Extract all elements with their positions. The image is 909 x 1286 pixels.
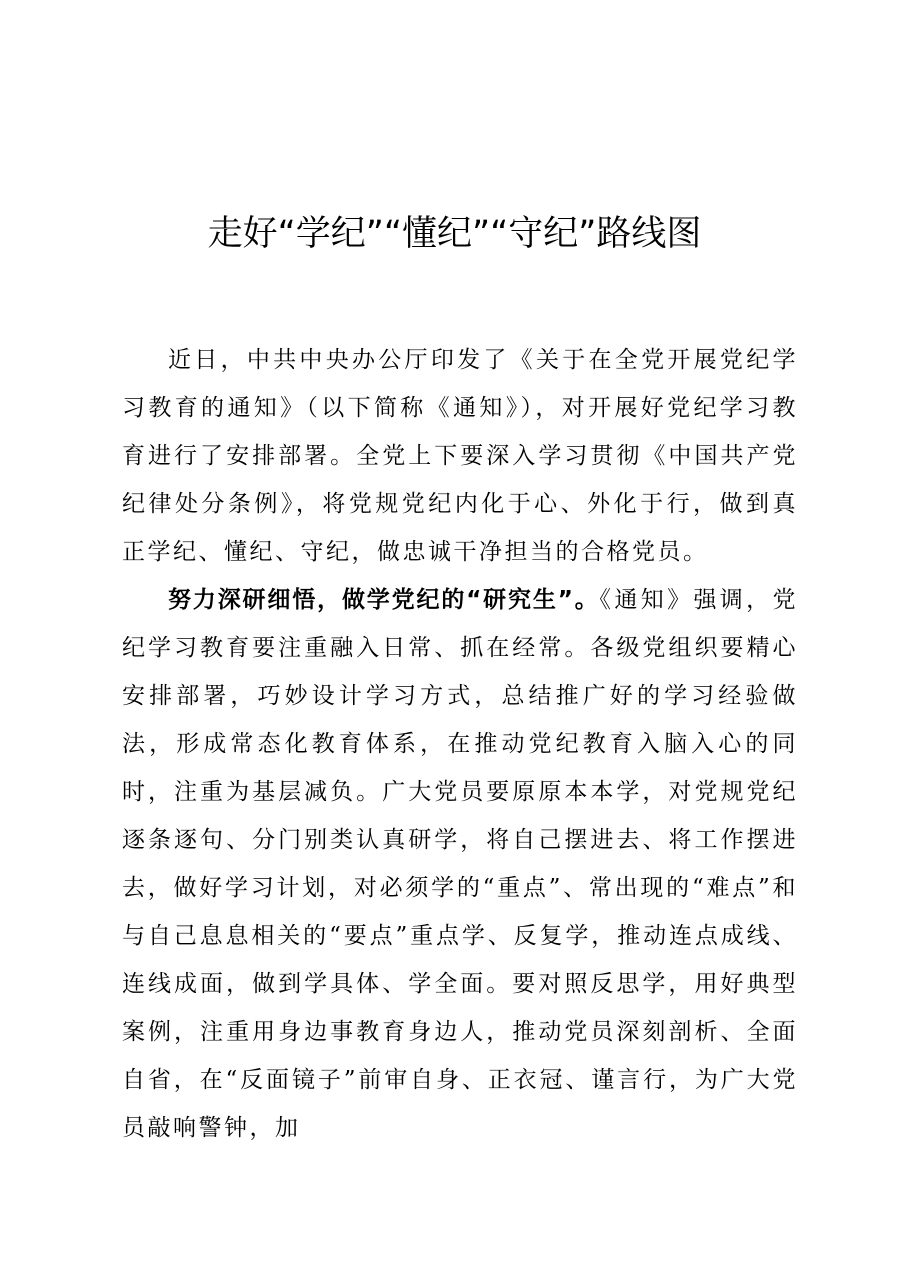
paragraph-2 xyxy=(122,576,798,1152)
document-title: 走好“学纪”“懂纪”“守纪”路线图 xyxy=(207,214,702,254)
document-body xyxy=(122,336,798,1152)
paragraph-text: 《通知》强调，党纪学习教育要注重融入日常、抓在经常。各级党组织要精心安排部署，巧妙设计学习方式，总结推广好的学习经验做法，形成常态化教育体系，在推动党纪教育入脑入心的同时，注重为基层减负。广大党员要原原本本学，对党规党纪逐条逐句、分门别类认真研学，将自己摆进去、将工作摆进去，做好学习计划，对必须学的“重点”、常出现的“难点”和与自己息息相关的“要点”重点学、反复学，推动连点成线、连线成面，做到学具体、学全面。要对照反思学，用好典型案例，注重用身边事教育身边人，推动党员深刻剖析、全面自省，在“反面镜子”前审自身、正衣冠、谨言行，为广大党员敲响警钟，加 xyxy=(122,587,799,1141)
paragraph-1 xyxy=(122,336,798,576)
paragraph-text: 近日，中共中央办公厅印发了《关于在全党开展党纪学习教育的通知》（以下简称《通知》），对开展好党纪学习教育进行了安排部署。全党上下要深入学习贯彻《中国共产党纪律处分条例》，将党规党纪内化于心、外化于行，做到真正学纪、懂纪、守纪，做忠诚干净担当的合格党员。 xyxy=(122,347,798,565)
paragraph-lead: 努力深研细悟，做学党纪的“研究生”。 xyxy=(168,587,600,613)
